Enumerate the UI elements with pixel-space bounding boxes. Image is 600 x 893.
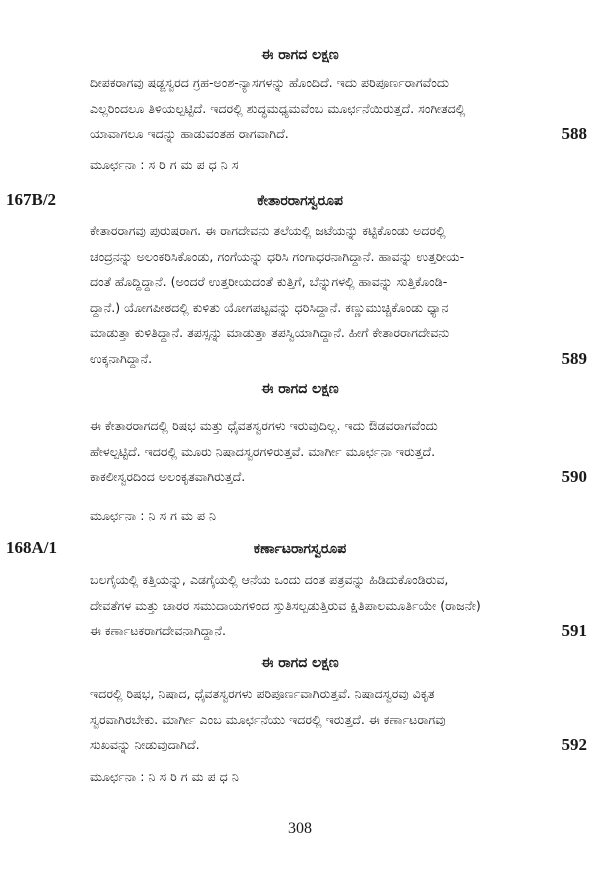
- text-line: ಸ್ವರವಾಗಿರಬೇಕು. ಮಾರ್ಗೀ ಎಂಬ ಮೂರ್ಛನೆಯು ಇದರಲ್ಲಿ ಇರುತ್ತದೆ. ಈ ಕರ್ಣಾಟರಾಗವು: [90, 711, 446, 727]
- section-heading: ಈ ರಾಗದ ಲಕ್ಷಣ: [261, 655, 339, 671]
- text-line: ಈ ಕೇತಾರರಾಗದಲ್ಲಿ ರಿಷಭ ಮತ್ತು ಧೈವತಸ್ವರಗಳು ಇರುವುದಿಲ್ಲ. ಇದು ಔಡವರಾಗವೆಂದು: [90, 418, 438, 433]
- murchana-line: ಮೂರ್ಛನಾ : ಸ ರಿ ಗ ಮ ಪ ಧ ನಿ ಸ: [90, 157, 239, 172]
- text-line: ಯಾವಾಗಲೂ ಇದನ್ನು ಹಾಡುವಂತಹ ರಾಗವಾಗಿದೆ.: [90, 126, 289, 141]
- text-line: ಚಂದ್ರನನ್ನು ಅಲಂಕರಿಸಿಕೊಂಡು, ಗಂಗೆಯನ್ನು ಧರಿಸಿ ಗಂಗಾಧರನಾಗಿದ್ದಾನೆ. ಹಾವನ್ನು ಉತ್ತರೀಯ-: [90, 248, 465, 264]
- text-line: ದಂತೆ ಹೊದ್ದಿದ್ದಾನೆ. (ಅಂದರೆ ಉತ್ತರೀಯದಂತೆ ಕುತ್ತಿಗೆ, ಬೆನ್ನುಗಳಲ್ಲಿ ಹಾವನ್ನು ಸುತ್ತಿಕೊಂಡಿ-: [90, 274, 448, 289]
- paragraph: [90, 681, 587, 758]
- text-line: ಕಾಕಲೀಸ್ವರದಿಂದ ಅಲಂಕೃತವಾಗಿರುತ್ತದೆ.: [90, 469, 246, 484]
- section-heading: ಕೇತಾರರಾಗಸ್ವರೂಪ: [257, 193, 343, 209]
- page-number: 308: [288, 820, 312, 837]
- section-heading: ಕರ್ಣಾಟರಾಗಸ್ವರೂಪ: [253, 541, 347, 557]
- paragraph: [90, 567, 587, 644]
- text-line: ಹೇಳಲ್ಪಟ್ಟಿದೆ. ಇದರಲ್ಲಿ ಮೂರು ನಿಷಾದಸ್ವರಗಳಿರುತ್ತವೆ. ಮಾರ್ಗೀ ಮೂರ್ಛನಾ ಇರುತ್ತದೆ.: [90, 443, 436, 459]
- text-line: ದ್ದಾನೆ.) ಯೋಗಪೀಠದಲ್ಲಿ ಕುಳಿತು ಯೋಗಪಟ್ಟವನ್ನು ಧರಿಸಿದ್ದಾನೆ. ಕಣ್ಣುಮುಚ್ಚಿಕೊಂಡು ಧ್ಯಾನ: [90, 299, 449, 315]
- text-line-last: [90, 732, 587, 758]
- text-line-last: [90, 618, 587, 644]
- paragraph: [90, 70, 587, 147]
- paragraph: [90, 413, 587, 490]
- murchana-line: ಮೂರ್ಛನಾ : ನಿ ಸ ಗ ಮ ಪ ನಿ: [90, 508, 217, 523]
- text-line: ಇದರಲ್ಲಿ ರಿಷಭ, ನಿಷಾದ, ಧೈವತಸ್ವರಗಳು ಪರಿಪೂರ್ಣವಾಗಿರುತ್ತವೆ. ನಿಷಾದಸ್ವರವು ವಿಕೃತ: [90, 686, 435, 701]
- text-line: ಕೇತಾರರಾಗವು ಪುರುಷರಾಗ. ಈ ರಾಗದೇವನು ತಲೆಯಲ್ಲಿ ಜಟೆಯನ್ನು ಕಟ್ಟಿಕೊಂಡು ಅದರಲ್ಲಿ: [90, 223, 446, 238]
- text-line-last: [90, 464, 587, 490]
- verse-number: 592: [561, 735, 587, 754]
- text-line: ಸುಖವನ್ನು ನೀಡುವುದಾಗಿದೆ.: [90, 737, 200, 752]
- text-line: ಮಾಡುತ್ತಾ ಕುಳಿತಿದ್ದಾನೆ. ತಪಸ್ಸನ್ನು ಮಾಡುತ್ತಾ ತಪಸ್ವಿಯಾಗಿದ್ದಾನೆ. ಹೀಗೆ ಕೇತಾರರಾಗದೇವನು: [90, 325, 450, 340]
- verse-number: 591: [561, 621, 587, 640]
- text-line-last: [90, 346, 587, 372]
- verse-number: 589: [561, 348, 587, 368]
- paragraph: [90, 218, 587, 371]
- text-line: ದೇವತೆಗಳ ಮತ್ತು ಚಾರರ ಸಮುದಾಯಗಳಿಂದ ಸ್ತುತಿಸಲ್ಪಡುತ್ತಿರುವ ಕ್ಷಿತಿಪಾಲಮೂರ್ತಿಯೇ (ರಾಜನೇ): [90, 597, 481, 613]
- text-line: ದೀಪಕರಾಗವು ಷಡ್ಜಸ್ವರದ ಗ್ರಹ-ಅಂಶ-ನ್ಯಾಸಗಳನ್ನು ಹೊಂದಿದೆ. ಇದು ಪರಿಪೂರ್ಣರಾಗವೆಂದು: [90, 75, 449, 90]
- verse-number: 590: [561, 467, 587, 486]
- text-line: ಉಕ್ಕನಾಗಿದ್ದಾನೆ.: [90, 350, 153, 366]
- text-line-last: [90, 121, 587, 147]
- side-label: 167B/2: [6, 190, 57, 209]
- section-heading: ಈ ರಾಗದ ಲಕ್ಷಣ: [261, 381, 339, 397]
- text-line: ಬಲಗೈಯಲ್ಲಿ ಕತ್ತಿಯನ್ನು, ಎಡಗೈಯಲ್ಲಿ ಆನೆಯ ಒಂದು ದಂತ ಪತ್ರವನ್ನು ಹಿಡಿದುಕೊಂಡಿರುವ,: [90, 572, 449, 587]
- section-heading: ಈ ರಾಗದ ಲಕ್ಷಣ: [261, 47, 339, 63]
- verse-number: 588: [561, 124, 587, 143]
- side-label: 168A/1: [6, 538, 57, 557]
- text-line: ಎಲ್ಲರಿಂದಲೂ ತಿಳಿಯಲ್ಪಟ್ಟಿದೆ. ಇದರಲ್ಲಿ ಶುದ್ಧಮಧ್ಯಮವೆಂಬ ಮೂರ್ಛನೆಯಿರುತ್ತದೆ. ಸಂಗೀತದಲ್ಲಿ: [90, 100, 466, 116]
- murchana-line: ಮೂರ್ಛನಾ : ನಿ ಸ ರಿ ಗ ಮ ಪ ಧ ನಿ: [90, 769, 239, 784]
- text-line: ಈ ಕರ್ಣಾಟಕರಾಗದೇವನಾಗಿದ್ದಾನೆ.: [90, 623, 226, 638]
